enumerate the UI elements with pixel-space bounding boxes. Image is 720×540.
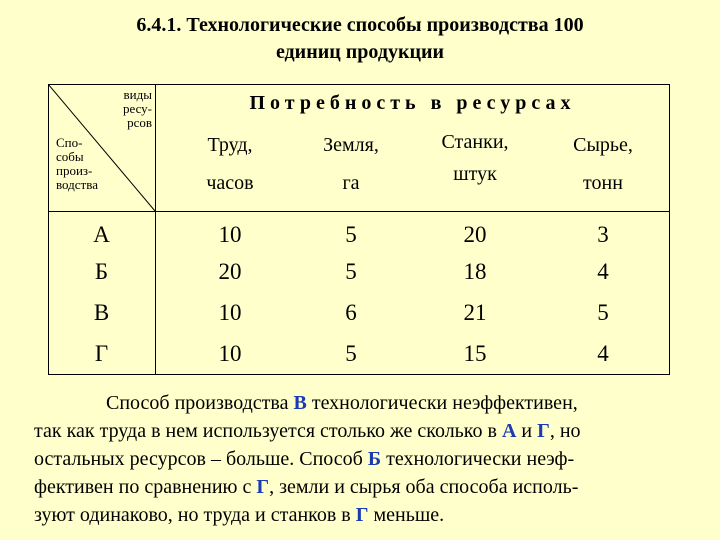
row-label-g: Г: [94, 341, 109, 366]
text-run: фективен по сравнению с: [34, 476, 257, 498]
corner-top-line: ресу-: [122, 101, 152, 116]
corner-top-line: виды: [123, 87, 152, 102]
highlight-method: Г: [537, 420, 550, 442]
column-header-machines: [420, 126, 530, 190]
table-cell: 4: [597, 259, 609, 284]
table-border-bottom: [48, 374, 670, 375]
table-cell: 5: [345, 341, 357, 366]
title-line-2: единиц продукции: [275, 41, 445, 63]
corner-methods-label: [56, 136, 126, 192]
table-cell: 10: [218, 222, 242, 247]
highlight-method: В: [293, 392, 307, 414]
table-border-right: [669, 84, 670, 375]
paragraph-line: [34, 445, 694, 473]
table-cell: 4: [597, 341, 609, 366]
table-cell: 10: [218, 341, 242, 366]
paragraph-line: [34, 473, 694, 501]
corner-bottom-line: собы: [56, 149, 84, 164]
table-cell: 10: [218, 300, 242, 325]
explanation-paragraph: [34, 389, 694, 529]
highlight-method: Б: [367, 448, 382, 470]
table-cell: 5: [345, 259, 357, 284]
text-run: Способ производства: [106, 392, 294, 414]
text-run: зуют одинаково, но труда и станков в: [34, 504, 356, 526]
text-run: , земли и сырья оба способа исполь-: [269, 476, 579, 498]
column-header-line: штук: [453, 163, 497, 185]
text-run: меньше.: [368, 504, 445, 526]
column-header-line: Станки,: [441, 131, 509, 153]
table-cell: 15: [463, 341, 487, 366]
corner-bottom-line: Спо-: [56, 135, 83, 150]
paragraph-line: [34, 501, 694, 529]
resource-table: [48, 84, 670, 375]
column-header-line: тонн: [583, 172, 623, 194]
table-cell: 5: [597, 300, 609, 325]
corner-bottom-line: произ-: [56, 163, 93, 178]
column-header-line: га: [342, 172, 360, 194]
highlight-method: А: [501, 420, 517, 442]
table-cell: 20: [218, 259, 242, 284]
title-line-1: 6.4.1. Технологические способы производства 100: [136, 14, 584, 36]
text-run: , но: [549, 420, 581, 442]
text-run: и: [516, 420, 538, 442]
column-header-line: Труд,: [207, 134, 253, 156]
text-run: так как труда в нем используется столько же сколько в: [34, 420, 502, 442]
highlight-method: Г: [355, 504, 369, 526]
table-cell: 5: [345, 222, 357, 247]
resource-needs-header: Потребность в ресурсах: [249, 92, 576, 114]
table-cell: 20: [463, 222, 487, 247]
text-run: технологически неэф-: [381, 448, 575, 470]
paragraph-line: [34, 417, 694, 445]
row-label-a: А: [93, 222, 110, 247]
table-cell: 21: [463, 300, 487, 325]
page-title: [0, 12, 720, 66]
column-header-raw: [548, 126, 658, 202]
row-label-b: Б: [94, 259, 109, 284]
text-run: технологически неэффективен,: [306, 392, 578, 414]
highlight-method: Г: [256, 476, 270, 498]
column-header-land: [296, 126, 406, 202]
column-header-line: Сырье,: [573, 134, 633, 156]
row-label-v: В: [93, 300, 110, 325]
table-cell: 18: [463, 259, 487, 284]
paragraph-line: [34, 389, 694, 417]
column-header-labor: [175, 126, 285, 202]
corner-bottom-line: водства: [56, 177, 98, 192]
corner-resources-label: [88, 88, 152, 130]
corner-top-line: рсов: [127, 115, 152, 130]
table-cell: 6: [345, 300, 357, 325]
table-cell: 3: [597, 222, 609, 247]
column-header-line: часов: [206, 172, 254, 194]
text-run: остальных ресурсов – больше. Способ: [34, 448, 368, 470]
column-header-line: Земля,: [323, 134, 379, 156]
